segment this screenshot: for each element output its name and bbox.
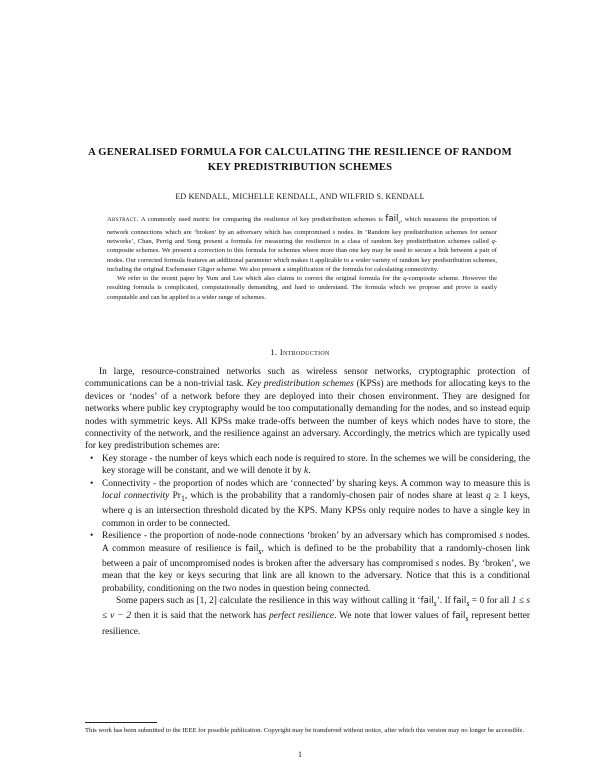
section-heading <box>60 347 540 357</box>
author-list: ED KENDALL, MICHELLE KENDALL, AND WILFRID S. KENDALL <box>175 192 425 201</box>
paper-title <box>60 146 540 175</box>
footnote: This work has been submitted to the IEEE for possible publication. Copyright may be transferred without notice, after which this version may no longer be accessible. <box>85 727 525 734</box>
bullet-icon: • <box>90 478 94 489</box>
abstract <box>107 215 497 302</box>
resilience-paragraph: Some papers such as [1, 2] calculate the resilience in this way without calling it ‘fail$_s$’. If fail$_s$ = 0 for all 1 ≤ s ≤ v − 2 then it is said that the network has perfect resilience. We note that lower values of fail$_s$ represent better resilience. <box>102 596 531 637</box>
abstract-paragraph-2: We refer to the recent paper by Yum and Lee which also claims to correct the original formula for the q-composite scheme. However the resulting formula is complicated, computationally demanding, and hard to understand. The formula which we propose and prove is easily computable and can be applied to a wider range of schemes. <box>107 275 498 301</box>
list-item-key-storage: • Key storage - the number of keys which each node is required to store. In the schemes we will be considering, the key storage will be constant, and we will denote it by k. <box>90 453 530 477</box>
list-item-resilience: • Resilience - the proportion of node-node connections ‘broken’ by an adversary which has compromised s nodes. A common measure of resilience is fail$_s$, which is defined to be the probability that a randomly-chosen link between a pair of uncompromised nodes is broken after the adversary has compromised s nodes. By ‘broken’, we mean that the key or keys securing that link are all known to the adversary. Notice that this is a conditional probability, conditioning on the two nodes in question being connected. <box>90 531 531 594</box>
bullet-icon: • <box>90 453 94 464</box>
section-number: 1. <box>270 347 278 357</box>
metrics-list <box>85 453 530 595</box>
bullet-icon: • <box>90 531 94 542</box>
footnote-divider <box>85 722 157 723</box>
body-text <box>85 366 530 638</box>
intro-paragraph: In large, resource-constrained networks such as wireless sensor networks, cryptographic protection of communications can be a non-trivial task. Key predistribution schemes (KPSs) are methods for allocating keys to the devices or ‘nodes’ of a network before they are deployed into their chosen environment. They are designed for networks where public key cryptography would be too computationally demanding for the nodes, and so instead equip nodes with symmetric keys. All KPSs make trade-offs between the number of keys which nodes have to store, the connectivity of the network, and the resilience against an adversary. Accordingly, the metrics which are typically used for key predistribution schemes are: <box>85 367 530 452</box>
page-number: 1 <box>298 750 302 759</box>
section-title-text: Introduction <box>279 347 330 357</box>
list-item-connectivity: • Connectivity - the proportion of nodes which are ‘connected’ by sharing keys. A common way to measure this is local connectivity $Pr_1$, which is the probability that a randomly-chosen pair of nodes share at least q ≥ 1 keys, where q is an intersection threshold dicated by the KPS. Many KPSs only require nodes to have a single key in common in order to be connected. <box>90 478 530 529</box>
abstract-heading: Abstract. <box>107 216 139 223</box>
title-line-2: KEY PREDISTRIBUTION SCHEMES <box>207 161 393 173</box>
title-line-1: A GENERALISED FORMULA FOR CALCULATING THE RESILIENCE OF RANDOM <box>88 147 512 158</box>
abstract-paragraph-1: Abstract. A commonly used metric for comparing the resilience of key predistribution schemes is fail$_s$, which measures the proportion of network connections which are ‘broken’ by an adversary which has compromised s nodes. In ‘Random key predistribution schemes for sensor networks’, Chan, Perrig and Song present a formula for measuring the resilience in a class of random key predistribution schemes called q-composite schemes. We present a correction to this formula for schemes where more than one key may be used to secure a link between a pair of nodes. Our corrected formula features an additional parameter which makes it applicable to a wider variety of random key predistribution schemes, including the original Eschenauer Gligor scheme. We also present a simplification of the formula for calculating connectivity. <box>107 214 498 273</box>
